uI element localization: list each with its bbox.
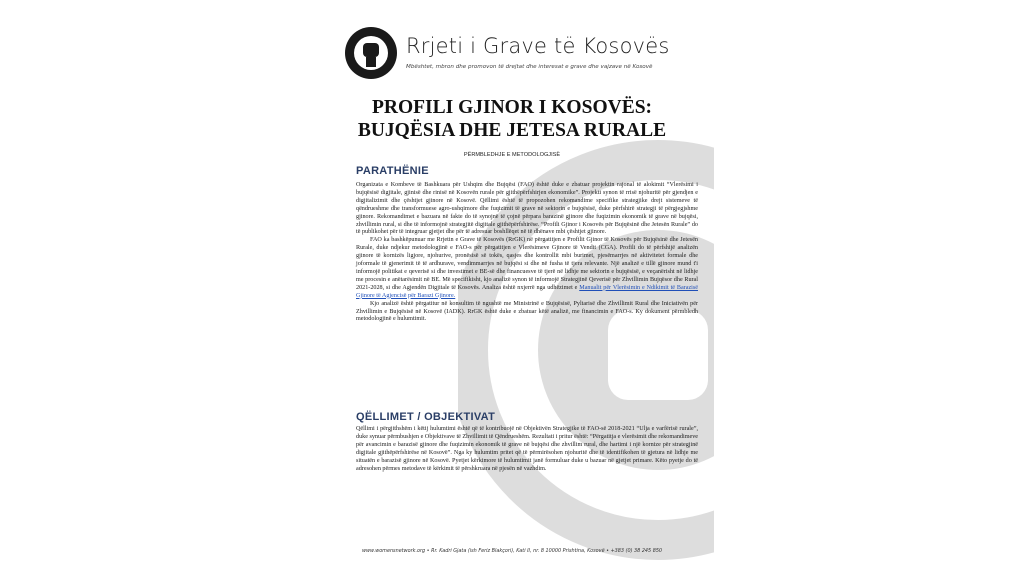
section-body-objektivat (356, 426, 698, 473)
document-page (310, 0, 714, 576)
org-name: Rrjeti i Grave të Kosovës (406, 34, 670, 58)
rrgk-logo-icon (344, 26, 398, 80)
paragraph: Organizata e Kombeve të Bashkuara për Ushqim dhe Bujqësi (FAO) është duke e zbatuar projektin rajonal të alokimit “Vlerësimi i bujqësisë digjitale, gjinisë dhe rinisë në Kosovën rurale për gjithëpërfshirjen ekonomike”. Projekti synon të rrisë njohuritë për gjendjen e digjitalizimit dhe çështjet gjinore në Kosovë. Qëllimi është të propozohen rekomandime specifike strategjike drejt sistemeve të qëndrueshme dhe transformuese agro-ushqimore dhe fuqizimit të grave në sektorin e bujqësisë, duke përfshirë strategji të përgjegjshme gjinore. Rekomandimet e bazuara në fakte do të synojnë të çojnë përpara barazinë gjinore dhe fuqizimin ekonomik të grave në bujqësi, zhvillimin rural, si dhe të informojnë strategjitë digjitale gjithëpërfshirëse. “Profili Gjinor i Kosovës për Bujqësinë dhe Jetesën Rurale” do të publikohet për të integruar gjetjet dhe për të adresuar boshllëqet në të dhënave mbi çështjet gjinore. (356, 182, 698, 236)
paragraph-text: FAO ka bashkëpunuar me Rrjetin e Grave të Kosovës (RrGK) në përgatitjen e Profilit Gjinor të Kosovës për Bujqësinë dhe Jetesën Rurale, duke ndjekur metodologjinë e FAO-s për përgatitjen e Vlerësimeve Gjinore të Vendit (CGA). Profili do të përfshijë analizën gjinore të kornizës ligjore, njohurive, pronësisë së tokës, qasjes dhe kontrollit mbi burimet, pjesëmarrjes në aktivitetet formale dhe joformale të gjenerimit të të ardhurave, vendimmarrjes në bujqësi si dhe në fusha të tjera relevante. Një analizë e tillë gjinore mund t'i informojë politikat e qeverisë si dhe investimet e BE-së dhe financuesve të tjerë në lidhje me sektorin e bujqësisë, e veçanërisht në lidhje me procesin e anëtarësimit në BE. Më specifikisht, kjo analizë synon të informojë Strategjinë Qeverisë për Zhvillimin Bujqësor dhe Rural 2021-2028, si dhe Agjendën Digjitale të Kosovës. Analiza është nxjerrë nga udhëzimet e (356, 237, 698, 291)
paragraph: Kjo analizë është përgatitur në konsultim të ngushtë me Ministrinë e Bujqësisë, Pyltarisë dhe Zhvillimit Rural dhe Iniciativën për Zhvillimin e Bujqësisë në Kosovë (IADK). RrGK është duke e zbatuar këtë analizë, me financimin e FAO-s. Ky dokument përmbledh metodologjinë e hulumtimit. (356, 300, 698, 323)
document-title-line1: PROFILI GJINOR I KOSOVËS: (371, 97, 653, 118)
paragraph (356, 237, 698, 300)
manual-link[interactable]: Manualit për Vlerësimin e Ndikimit të Barazisë Gjinore të Agjencisë për Barazi Gjinore. (356, 284, 698, 299)
paragraph: Qëllimi i përgjithshëm i këtij hulumtimi është që të kontribuojë në Objektivën Strategjike të FAO-së 2018-2021 “Ulja e varfërisë rurale”, duke synuar përmbushjen e Objektivave të Zhvillimit të Qëndrueshëm. Rezultati i pritur është: “Përgatitja e vlerësimit dhe rekomandimeve për avancimin e barazisë gjinore dhe fuqizimin ekonomik të grave në bujqësi dhe zhvillim rural, dhe hartimi i një kornize për strategjinë digjitale gjithëpërfshirëse në Kosovë”. Nga ky hulumtim pritet që të përmirësohen njohuritë dhe të identifikohen të gjetura në lidhje me situatën e barazisë gjinore në Kosovë. Pyetjet kërkimore të hulumtimit janë formuluar duke u bazuar në gjetjet primare. Këto pyetje do të adresohen përmes metodave të kërkimit të përshkruara në pjesën në vazhdim. (356, 426, 698, 472)
document-subtitle: PËRMBLEDHJE E METODOLOGJISË (463, 152, 561, 158)
document-title-line2: BUJQËSIA DHE JETESA RURALE (357, 120, 667, 141)
org-tagline: Mbështet, mbron dhe promovon të drejtat dhe interesat e grave dhe vajzave në Kosovë (406, 64, 653, 70)
section-heading-objektivat: QËLLIMET / OBJEKTIVAT (356, 411, 496, 423)
section-body-parathenie (356, 182, 698, 324)
page-footer: www.womensnetwork.org • Rr. Kadri Gjata (ish Feriz Blakçori), Kati II, nr. 8 10000 Prishtina, Kosovë • +383 (0) 38 245 850 (361, 548, 663, 554)
section-heading-parathenie: PARATHËNIE (356, 165, 429, 177)
